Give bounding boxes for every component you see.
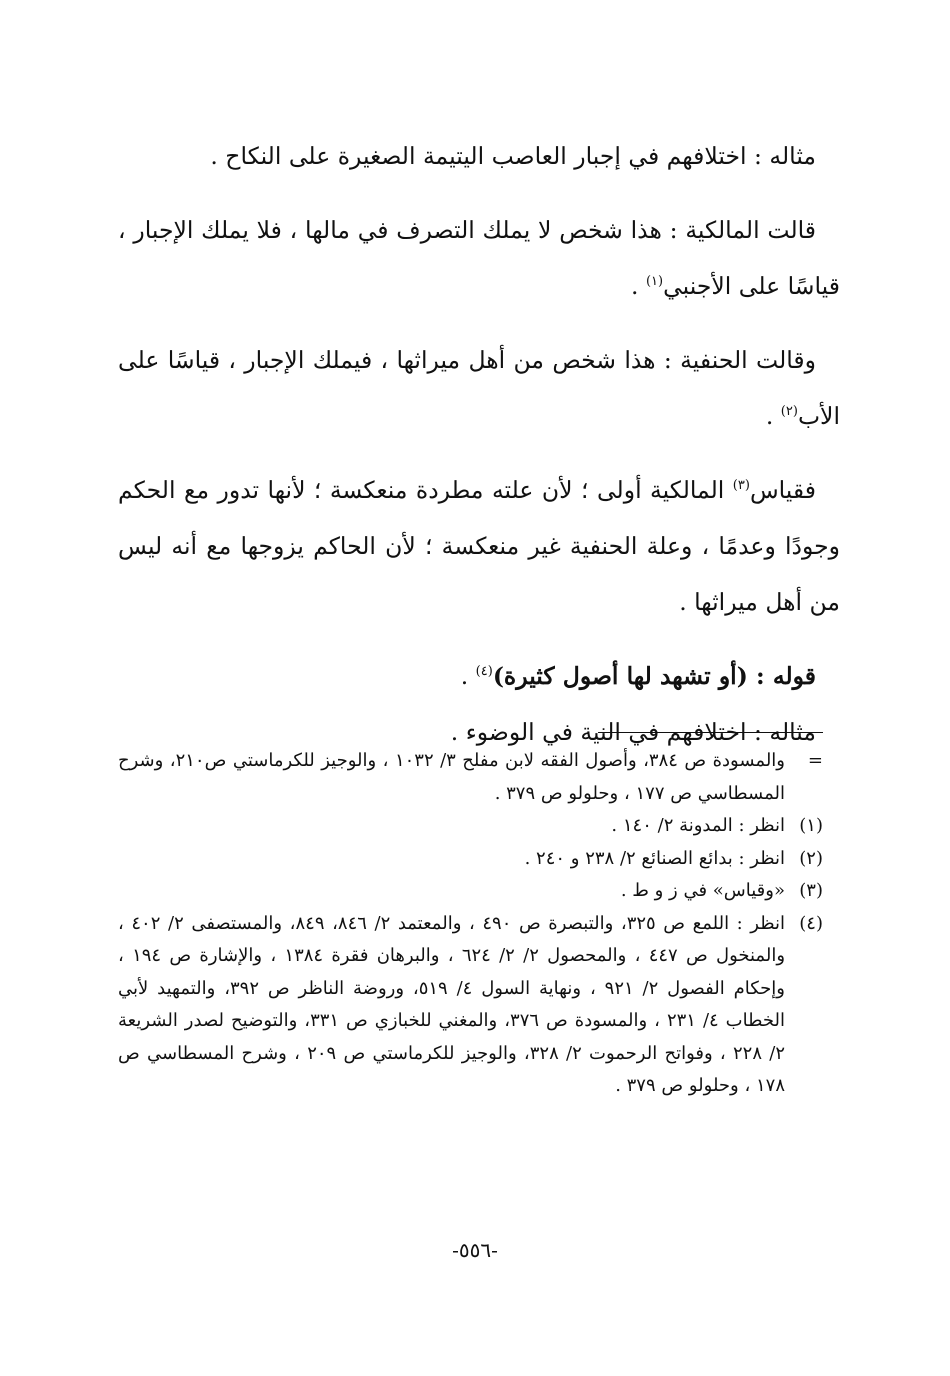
footnote-2 bbox=[118, 843, 823, 876]
footnote-3 bbox=[118, 875, 823, 908]
footnote-text: «وقياس» في ز و ط . bbox=[620, 880, 785, 901]
footnote-number: (٣) bbox=[799, 880, 823, 901]
comparison-text: المالكية أولى ؛ لأن علته مطردة منعكسة ؛ لأنها تدور مع الحكم وجودًا وعدمًا ، وعلة الحنفية غير منعكسة ؛ لأن الحاكم يزوجها مع أنه ليس من أهل ميراثها . bbox=[118, 476, 840, 616]
footnotes bbox=[118, 745, 823, 1103]
footnote-ref-3[interactable]: (٣) bbox=[732, 478, 750, 494]
footnote-1 bbox=[118, 810, 823, 843]
quote-label: قوله : bbox=[747, 662, 816, 690]
paragraph-example-1: مثاله : اختلافهم في إجبار العاصب اليتيمة الصغيرة على النكاح . bbox=[210, 142, 816, 170]
footnote-ref-2[interactable]: (٢) bbox=[780, 404, 798, 420]
footnote-text: انظر : المدونة ٢/ ١٤٠ . bbox=[611, 815, 785, 836]
footnote-continuation bbox=[118, 745, 823, 810]
maliki-end: . bbox=[631, 272, 646, 300]
paragraph-maliki bbox=[118, 202, 840, 314]
footnote-ref-4[interactable]: (٤) bbox=[475, 664, 493, 680]
comparison-start: فقياس bbox=[749, 476, 816, 504]
quote-text: (أو تشهد لها أصول كثيرة) bbox=[492, 662, 748, 690]
page-number: -٥٥٦- bbox=[452, 1238, 498, 1262]
footnote-text: انظر : اللمع ص ٣٢٥، والتبصرة ص ٤٩٠ ، والمعتمد ٢/ ٨٤٦، ٨٤٩، والمستصفى ٢/ ٤٠٢ ، والمنخول ص ٤٤٧ ، والمحصول ٢/ ٢/ ٦٢٤ ، والبرهان فقرة ١٣٨٤ ، والإشارة ص ١٩٤ ، وإحكام الفصول ٢/ ٩٢١ ، ونهاية السول ٤/ ٥١٩، وروضة الناظر ص ٣٩٢، والتمهيد لأبي الخطاب ٤/ ٢٣١ ، والمسودة ص ٣٧٦، والمغني للخبازي ص ٣٣١، والتوضيح لصدر الشريعة ٢/ ٢٢٨ ، وفواتح الرحموت ٢/ ٣٢٨، والوجيز للكرماستي ص ٢٠٩ ، وشرح المسطاسي ص ١٧٨ ، وحلولو ص ٣٧٩ . bbox=[118, 912, 786, 1096]
footnote-number: (٢) bbox=[799, 847, 823, 869]
footnote-text: والمسودة ص ٣٨٤، وأصول الفقه لابن مفلح ٣/ ١٠٣٢ ، والوجيز للكرماستي ص٢١٠، وشرح المسطاسي ص ١٧٧ ، وحلولو ص ٣٧٩ . bbox=[118, 750, 786, 804]
footnote-separator bbox=[598, 732, 823, 733]
paragraph-quote bbox=[118, 648, 840, 704]
hanafi-end: . bbox=[765, 402, 781, 430]
quote-end: . bbox=[460, 662, 476, 690]
paragraph-hanafi bbox=[118, 332, 840, 444]
footnote-number: (١) bbox=[799, 815, 823, 836]
paragraph-example-2: مثاله : اختلافهم في النية في الوضوء . bbox=[450, 718, 816, 746]
hanafi-text: وقالت الحنفية : هذا شخص من أهل ميراثها ، فيملك الإجبار ، قياسًا على الأب bbox=[118, 346, 840, 430]
paragraph-comparison bbox=[118, 462, 840, 630]
main-text bbox=[118, 128, 840, 760]
footnote-4 bbox=[118, 908, 823, 1103]
maliki-text: قالت المالكية : هذا شخص لا يملك التصرف في مالها ، فلا يملك الإجبار ، قياسًا على الأجنبي bbox=[118, 216, 840, 300]
footnote-ref-1[interactable]: (١) bbox=[645, 274, 664, 290]
footnote-number: (٤) bbox=[799, 912, 823, 934]
footnote-marker: = bbox=[807, 750, 823, 771]
footnote-text: انظر : بدائع الصنائع ٢/ ٢٣٨ و ٢٤٠ . bbox=[524, 847, 785, 869]
